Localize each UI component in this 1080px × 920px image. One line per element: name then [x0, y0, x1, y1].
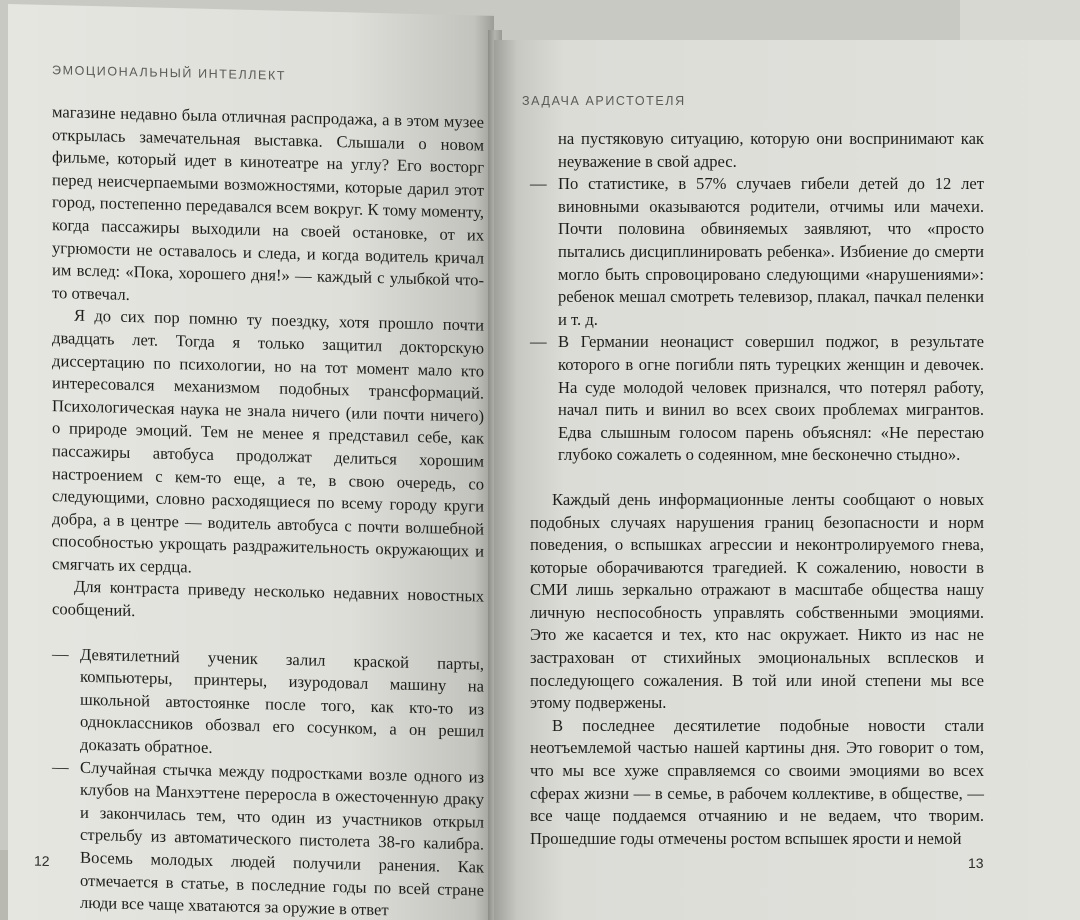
- paragraph: Каждый день информационные ленты сообщают о новых подобных случаях нарушения границ безопасности и норм поведения, о вспышках агрессии и неконтролируемого гнева, которые оборачиваются трагедией. К сожалению, новости в СМИ лишь зеркально отражают в масштабе общества нашу личную неспособность управлять собственными эмоциями. Это же касается и тех, кто нас окружает. Никто из нас не застрахован от стихийных эмоциональных всплесков и последующего сожаления. В той или иной степени мы все этому подвержены.: [530, 489, 984, 713]
- news-item: [530, 173, 984, 331]
- news-item-continuation: [530, 128, 984, 173]
- right-page-text: [530, 128, 984, 850]
- news-item: [52, 756, 484, 920]
- news-item: [530, 331, 984, 467]
- news-item: [52, 643, 484, 767]
- news-item-text: на пустяковую ситуацию, которую они воспринимают как неуважение в свой адрес.: [558, 129, 984, 171]
- dash-mark: —: [52, 756, 69, 777]
- page-number-left: 12: [34, 852, 50, 870]
- spacer: [530, 467, 984, 489]
- dash-mark: —: [530, 174, 547, 194]
- news-item-text: В Германии неонацист совершил поджог, в результате которого в огне погибли пять турецких женщин и девочек. На суде молодой человек признался, что потерял работу, начал пить и винил во всех своих проблемах мигрантов. Едва слышным голосом парень объяснял: «Не перестаю глубоко сожалеть о содеянном, мне бесконечно стыдно».: [558, 332, 984, 465]
- running-head-left: ЭМОЦИОНАЛЬНЫЙ ИНТЕЛЛЕКТ: [52, 63, 287, 83]
- news-item-text: По статистике, в 57% случаев гибели детей до 12 лет виновными оказываются родители, отчимы или мачехи. Почти половина обвиняемых заявляют, что «просто пытались дисциплинировать ребенка». Избиение до смерти могло быть спровоцировано следующими «нарушениями»: ребенок мешал смотреть телевизор, плакал, пачкал пеленки и т. д.: [558, 174, 984, 329]
- paragraph: Я до сих пор помню ту поездку, хотя прошло почти двадцать лет. Тогда я только защитил докторскую диссертацию по психологии, но на тот момент мало кто интересовался механизмом подобных трансформаций. Психологическая наука не знала ничего (или почти ничего) о природе эмоций. Тем не менее я представил себе, как пассажиры автобуса продолжат делиться хорошим настроением с кем-то еще, а те, в свою очередь, со следующими, словно расходящиеся по всему городу круги добра, а в центре — водитель автобуса с почти волшебной способностью укрощать раздражительность окружающих и смягчать их сердца.: [52, 305, 484, 577]
- news-item-text: Девятилетний ученик залил краской парты, компьютеры, принтеры, изуродовал машину на школьной автостоянке после того, как кто-то из одноклассников обозвал его сосунком, а он решил доказать обратное.: [80, 644, 484, 758]
- left-page: [8, 4, 494, 920]
- dash-mark: —: [530, 332, 547, 352]
- paragraph: магазине недавно была отличная распродажа, а в этом музее открылась замечательная выставка. Слышали о новом фильме, который идет в кинотеатре на углу? Его восторг перед неисчерпаемыми возможностями, которые дарил этот город, постепенно передавался всем вокруг. К тому моменту, когда пассажиры выходили на своей остановке, от их угрюмости не оставалось и следа, и когда водитель кричал им вслед: «Пока, хорошего дня!» — каждый с улыбкой что-то отвечал.: [52, 102, 484, 304]
- news-item-text: Случайная стычка между подростками возле одного из клубов на Манхэттене переросла в ожесточенную драку и закончилась тем, что один из участников открыл стрельбу из автоматического пистолета 38-го калибра. Восемь молодых людей получили ранения. Как отмечается в статье, в последние годы по всей стране люди все чаще хватаются за оружие в ответ: [80, 757, 484, 920]
- paragraph: В последнее десятилетие подобные новости стали неотъемлемой частью нашей картины дня. Это говорит о том, что мы все хуже справляемся со своими эмоциями во всех сферах жизни — в семье, в рабочем коллективе, в обществе, — все чаще поддаемся отчаянию и не ведаем, что творим. Прошедшие годы отмечены ростом вспышек ярости и немой: [530, 715, 984, 848]
- running-head-right: ЗАДАЧА АРИСТОТЕЛЯ: [522, 94, 686, 108]
- page-number-right: 13: [968, 855, 984, 871]
- dash-mark: —: [52, 643, 69, 664]
- paragraph: Для контраста приведу несколько недавних новостных сообщений.: [52, 577, 484, 621]
- right-page: [494, 40, 1080, 920]
- left-page-text: [52, 101, 484, 920]
